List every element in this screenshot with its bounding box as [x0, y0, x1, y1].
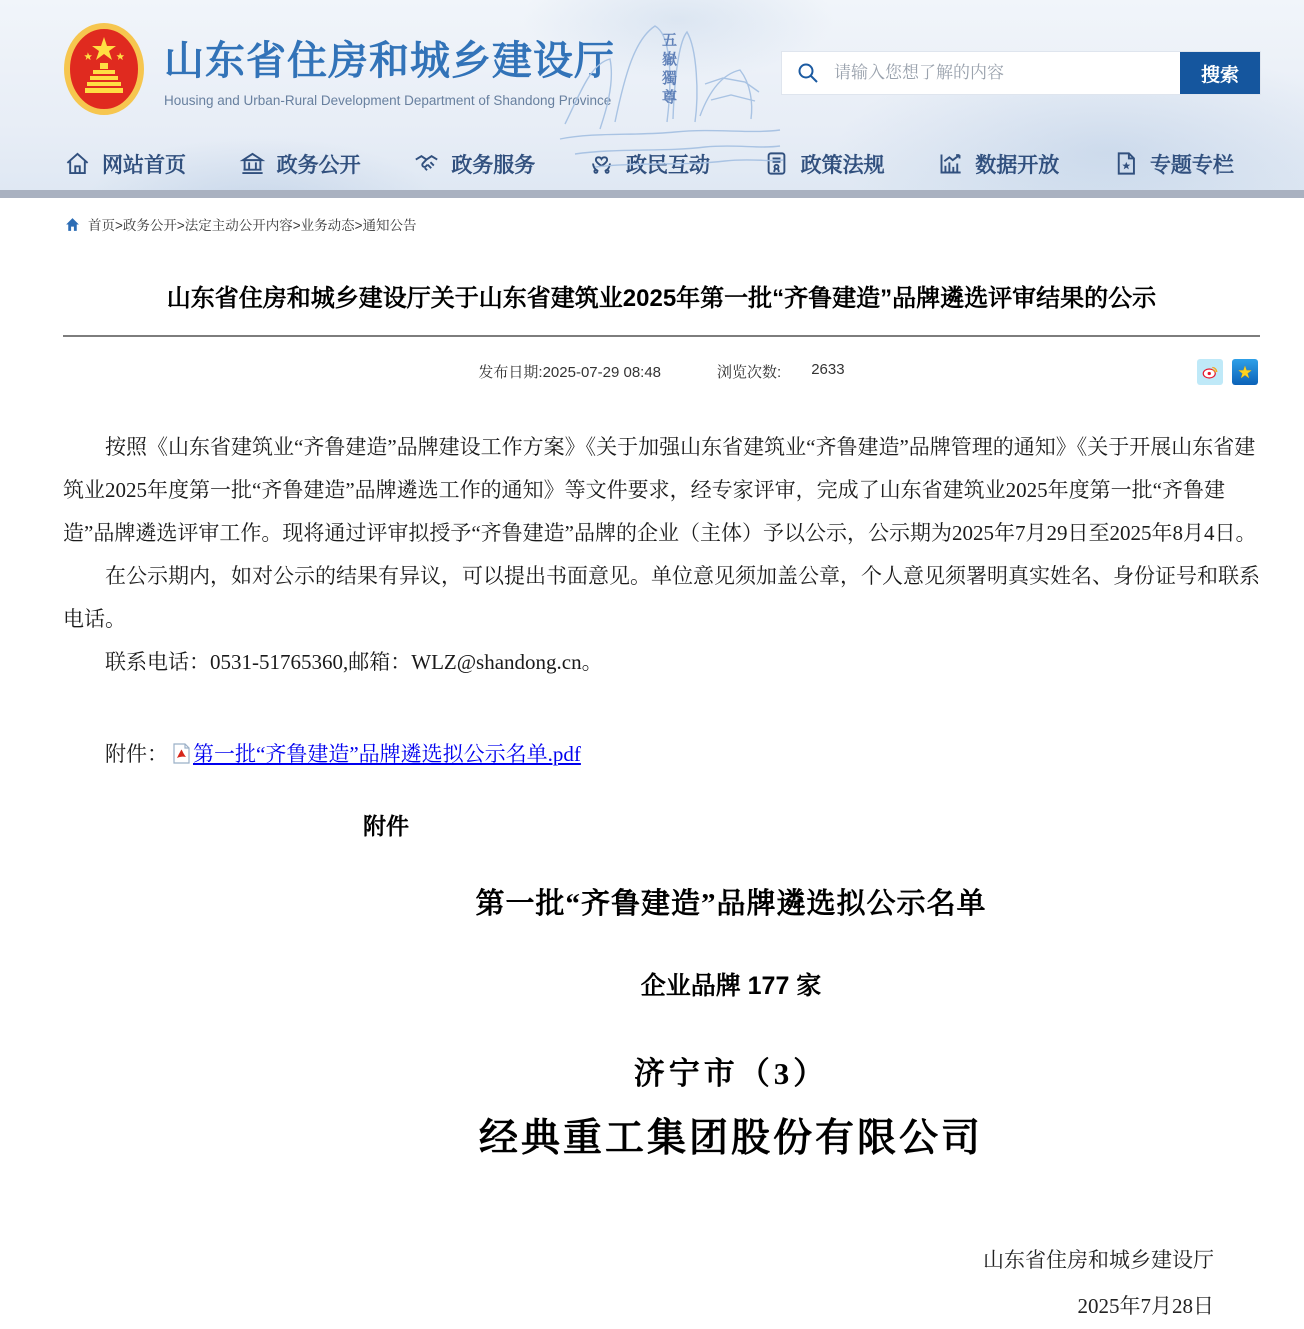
header-separator-band: [0, 190, 1304, 198]
nav-item-special-columns[interactable]: [1112, 149, 1234, 179]
signature-org: 山东省住房和城乡建设厅: [983, 1248, 1214, 1272]
title-divider: [63, 335, 1260, 337]
national-emblem-logo: [64, 23, 144, 115]
qzone-share-icon[interactable]: [1232, 359, 1258, 385]
main-navigation: [0, 137, 1304, 190]
view-count-value: 2633: [811, 361, 845, 378]
site-brand: [164, 29, 615, 108]
nav-label: 政务服务: [451, 153, 536, 177]
data-chart-icon: [937, 150, 964, 177]
nav-item-home[interactable]: [64, 149, 186, 179]
attachment-pdf-link[interactable]: 第一批“齐鲁建造”品牌遴选拟公示名单.pdf: [193, 742, 581, 766]
doc-company-name: 经典重工集团股份有限公司: [478, 1117, 983, 1160]
view-count-label: 浏览次数:: [717, 364, 782, 381]
site-title: 山东省住房和城乡建设厅: [164, 39, 615, 83]
nav-label: 政务公开: [276, 153, 361, 177]
nav-item-open-data[interactable]: [937, 149, 1059, 179]
article-body: [63, 426, 1260, 684]
article-signature: [63, 1237, 1260, 1329]
publish-date: 发布日期:2025-07-29 08:48: [478, 364, 662, 381]
breadcrumb[interactable]: [64, 214, 1304, 234]
mountain-seal-text: 五嶽獨尊: [660, 32, 676, 108]
view-count: [717, 361, 845, 382]
nav-item-gov-services[interactable]: [413, 149, 535, 179]
paragraph: 联系电话：0531-51765360,邮箱：WLZ@shandong.cn。: [105, 650, 603, 674]
nav-label: 网站首页: [102, 153, 186, 177]
site-subtitle: Housing and Urban-Rural Development Department of Shandong Province: [164, 93, 612, 108]
attachment-label: 附件：: [105, 742, 168, 766]
site-header: [0, 0, 1304, 137]
paragraph: 按照《山东省建筑业“齐鲁建造”品牌建设工作方案》《关于加强山东省建筑业“齐鲁建造”品牌管理的通知》《关于开展山东省建筑业2025年度第一批“齐鲁建造”品牌遴选工作的通知》等文件要求，经专家评审，完成了山东省建筑业2025年度第一批“齐鲁建造”品牌遴选评审工作。现将通过评审拟授予“齐鲁建造”品牌的企业（主体）予以公示，公示期为2025年7月29日至2025年8月4日。: [63, 435, 1257, 545]
nav-label: 政策法规: [800, 153, 885, 177]
handshake-icon: [413, 150, 440, 177]
search-input[interactable]: [834, 52, 1180, 94]
doc-heading: 附件: [363, 814, 409, 839]
bank-icon: [239, 150, 266, 177]
weibo-share-icon[interactable]: [1197, 359, 1223, 385]
nav-item-gov-disclosure[interactable]: [239, 149, 361, 179]
nav-item-policies[interactable]: [763, 149, 885, 179]
nav-label: 政民互动: [625, 153, 710, 177]
home-icon: [64, 150, 91, 177]
attachment-preview: [311, 808, 1151, 1163]
nav-label: 数据开放: [975, 153, 1060, 177]
site-top-area: [0, 0, 1304, 190]
search-button[interactable]: 搜索: [1180, 52, 1260, 94]
signature-date: 2025年7月28日: [1077, 1294, 1214, 1318]
doc-city-heading: 济宁市（3）: [633, 1056, 829, 1091]
search-box: [782, 52, 1260, 94]
nav-item-public-interaction[interactable]: [588, 149, 710, 179]
breadcrumb-trail: 首页>政务公开>法定主动公开内容>业务动态>通知公告: [88, 218, 417, 233]
qzone-star-glyph: ★: [1237, 362, 1253, 382]
doc-subtitle: 企业品牌 177 家: [640, 972, 822, 1000]
breadcrumb-home-icon: [64, 216, 81, 233]
heart-interact-icon: [588, 150, 615, 177]
article-container: [0, 278, 1304, 1329]
search-icon: [782, 52, 834, 94]
article-title: 山东省住房和城乡建设厅关于山东省建筑业2025年第一批“齐鲁建造”品牌遴选评审结果的公示: [166, 285, 1157, 312]
doc-title: 第一批“齐鲁建造”品牌遴选拟公示名单: [475, 888, 987, 920]
star-doc-icon: [1112, 150, 1139, 177]
policy-doc-icon: [763, 150, 790, 177]
nav-label: 专题专栏: [1149, 153, 1234, 177]
share-icons: [1197, 359, 1258, 385]
article-meta: [63, 361, 1260, 382]
attachment-row: [63, 738, 1260, 768]
paragraph: 在公示期内，如对公示的结果有异议，可以提出书面意见。单位意见须加盖公章，个人意见须署明真实姓名、身份证号和联系电话。: [63, 564, 1260, 631]
pdf-file-icon: [172, 743, 191, 764]
